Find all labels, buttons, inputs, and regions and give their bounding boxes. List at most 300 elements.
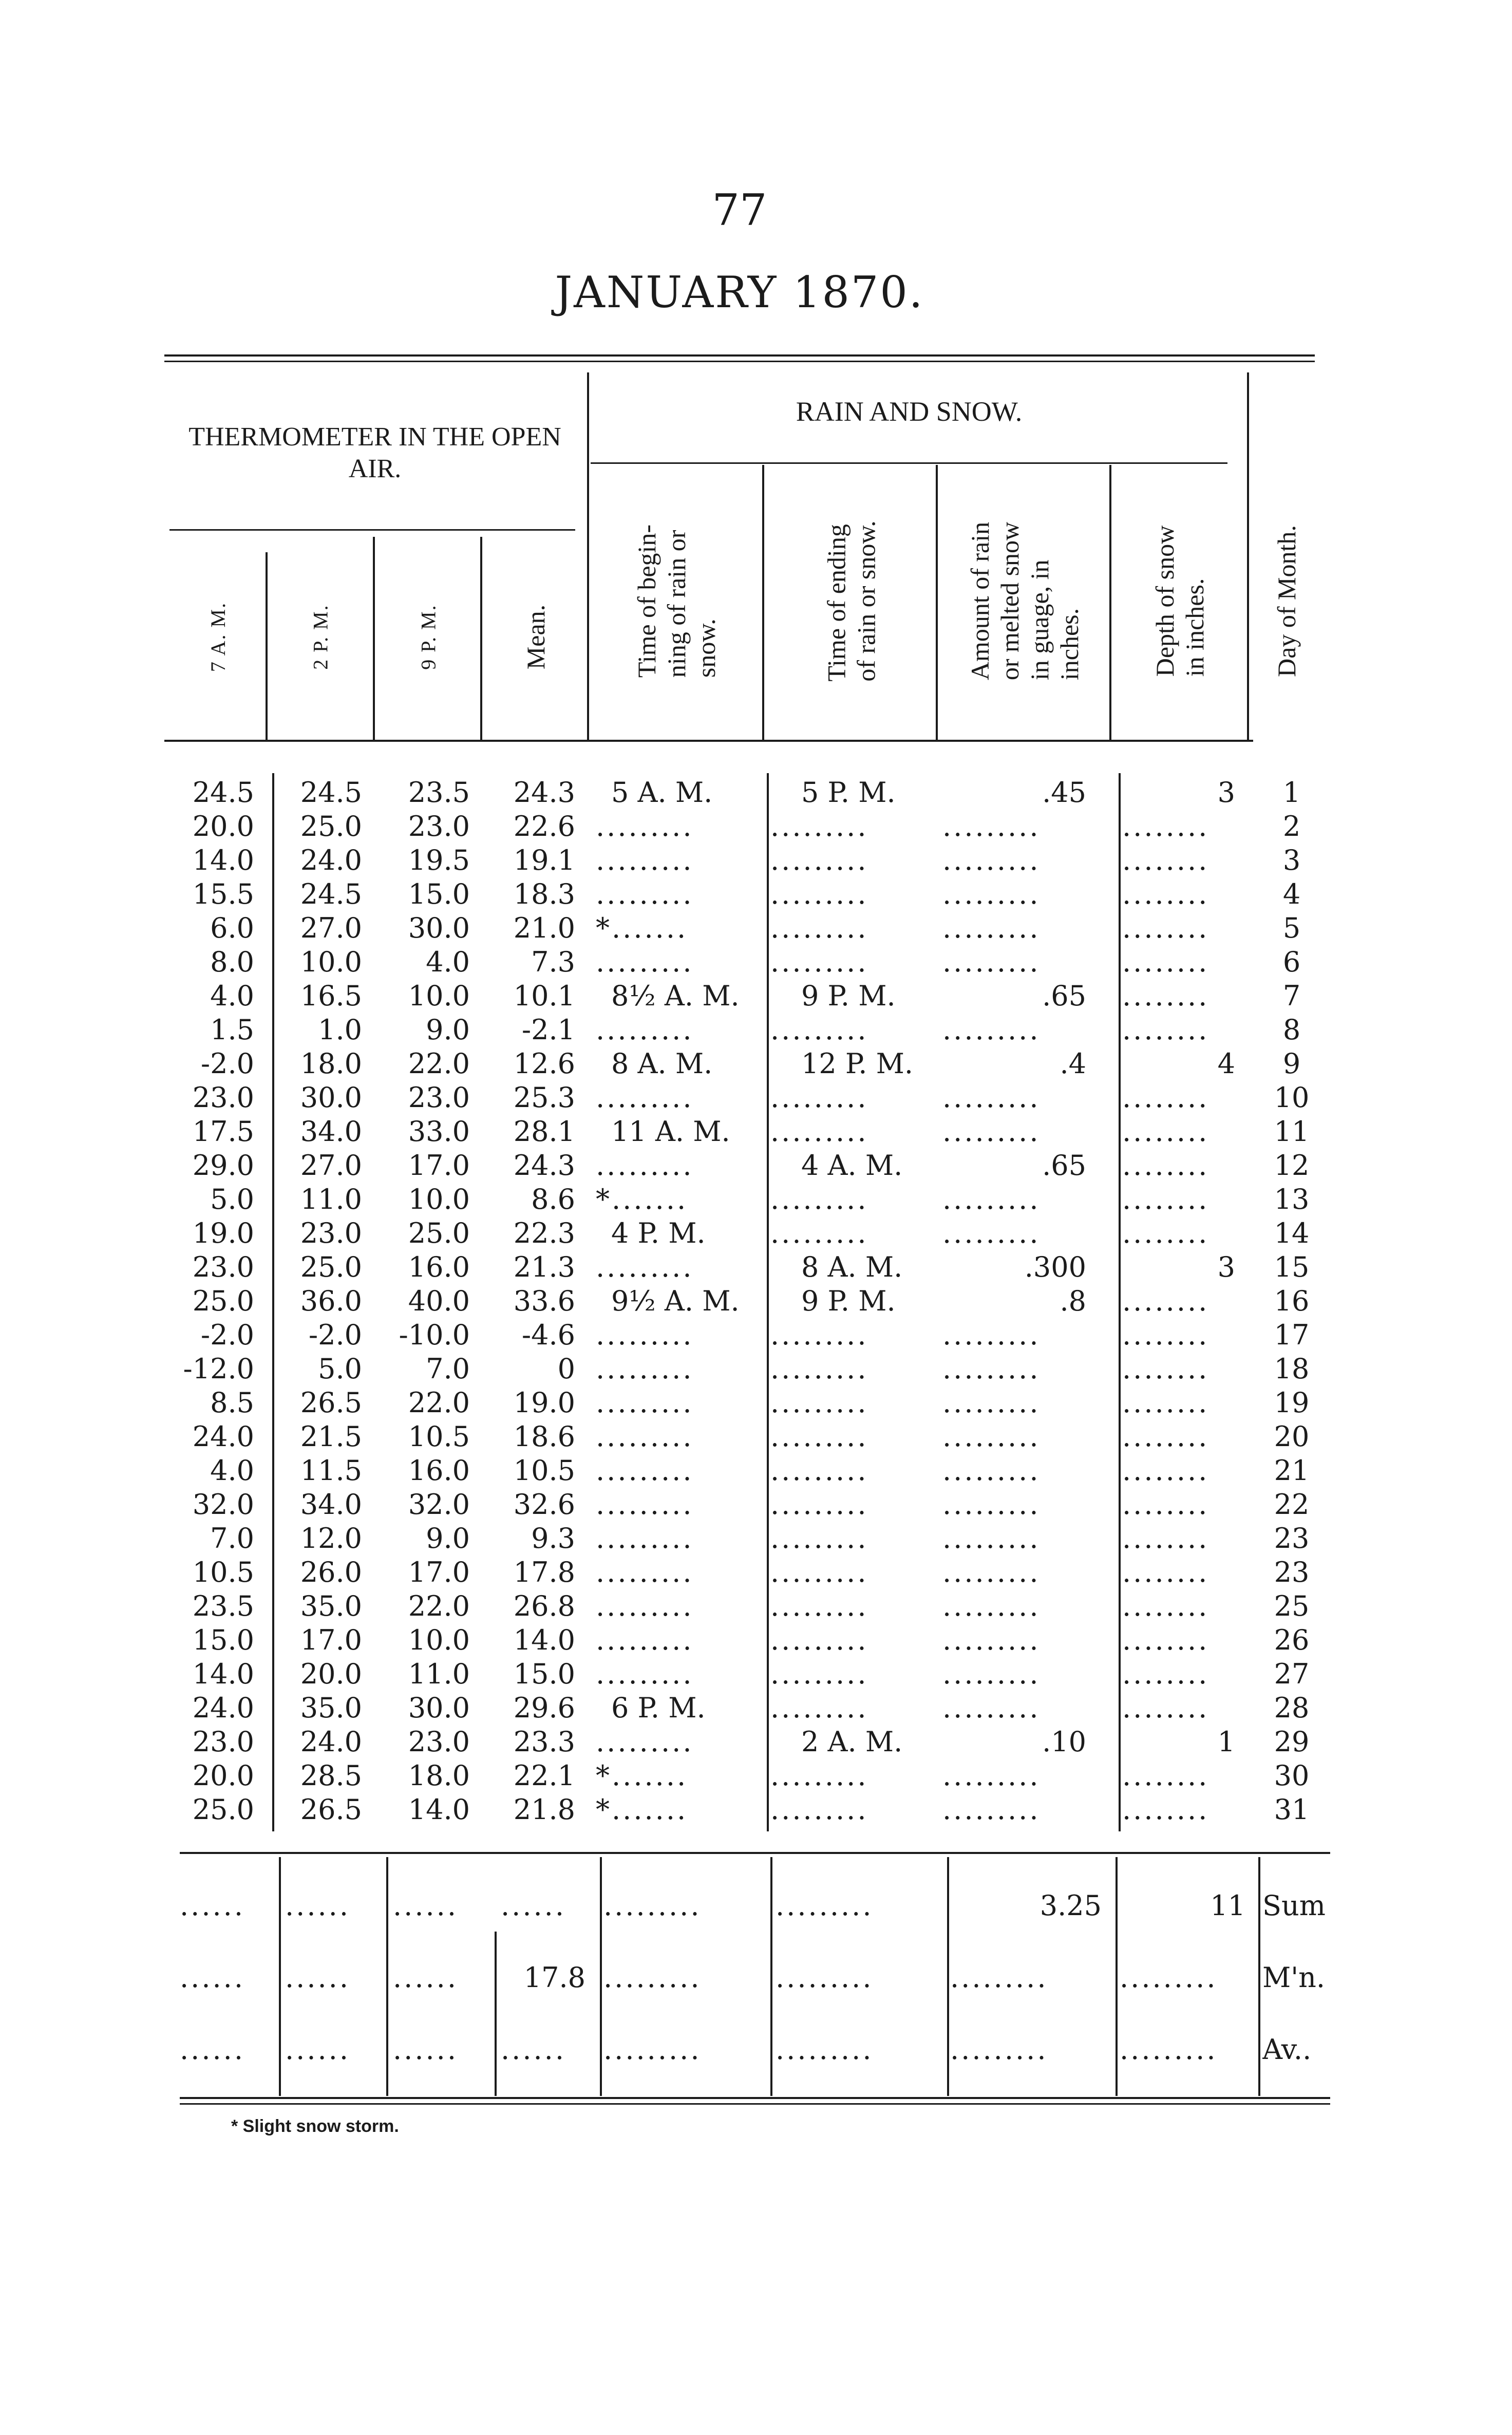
table-row [0, 810, 1512, 844]
cell-mean: 22.1 [513, 1759, 575, 1792]
cell-mean: 19.0 [513, 1387, 575, 1419]
col-begin-header [632, 525, 722, 678]
cell-pm9: 23.5 [408, 776, 470, 809]
rain-group-rule [591, 462, 1227, 464]
cell-depth: ........ [1122, 1319, 1209, 1351]
table-row [0, 877, 1512, 911]
cell-mean: 9.3 [531, 1522, 575, 1554]
cell-pm9: 14.0 [408, 1793, 470, 1826]
col-end-header [821, 520, 881, 681]
summary-top-rule [180, 1852, 1330, 1854]
table-row [0, 1759, 1512, 1793]
cell-am7: 4.0 [210, 980, 254, 1012]
cell-pm2: 20.0 [300, 1658, 362, 1690]
table-row [0, 945, 1512, 979]
cell-day: 10 [1274, 1081, 1310, 1114]
cell-am7: 15.5 [192, 878, 254, 910]
cell-mean: 22.3 [513, 1217, 575, 1249]
cell-am7: 29.0 [192, 1149, 254, 1182]
cell-end: ......... [770, 1014, 868, 1046]
table-row [0, 1149, 1512, 1183]
cell-begin: 6 P. M. [611, 1692, 706, 1724]
cell-day: 13 [1274, 1183, 1310, 1215]
cell-begin: ......... [596, 1420, 694, 1453]
cell-depth: 4 [1217, 1047, 1235, 1080]
cell-end: ......... [770, 1556, 868, 1588]
col-7am-header-wrap [169, 539, 267, 735]
summary-cell-am7: ...... [180, 1889, 245, 1922]
cell-am7: 5.0 [210, 1183, 254, 1215]
table-row [0, 1691, 1512, 1725]
table-row [0, 1454, 1512, 1488]
cell-depth: ........ [1122, 1353, 1209, 1385]
cell-end: 2 A. M. [801, 1726, 903, 1758]
cell-depth: ........ [1122, 1624, 1209, 1656]
cell-depth: ........ [1122, 1420, 1209, 1453]
summary-cell-amount: 3.25 [1040, 1889, 1102, 1922]
cell-amount: .45 [1042, 776, 1086, 809]
table-row [0, 1318, 1512, 1352]
cell-pm2: 30.0 [300, 1081, 362, 1114]
table-row [0, 1115, 1512, 1149]
cell-begin: ......... [596, 1251, 694, 1283]
cell-mean: -2.1 [521, 1014, 575, 1046]
summary-cell-label: M'n. [1262, 1961, 1326, 1994]
cell-end: ......... [770, 878, 868, 910]
cell-pm2: 24.0 [300, 844, 362, 876]
cell-day: 21 [1274, 1454, 1310, 1487]
cell-day: 8 [1282, 1014, 1301, 1046]
cell-day: 25 [1274, 1590, 1310, 1622]
cell-pm9: 17.0 [408, 1556, 470, 1588]
cell-pm9: 30.0 [408, 912, 470, 944]
cell-pm9: 17.0 [408, 1149, 470, 1182]
cell-day: 15 [1274, 1251, 1310, 1283]
header-line: or melted snow [995, 521, 1025, 681]
summary-cell-pm9: ...... [393, 1889, 458, 1922]
cell-mean: 12.6 [513, 1047, 575, 1080]
cell-begin: *....... [596, 1759, 688, 1792]
cell-amount: ......... [942, 912, 1041, 944]
cell-depth: 3 [1217, 776, 1235, 809]
cell-day: 16 [1274, 1285, 1310, 1317]
cell-begin: ......... [596, 1658, 694, 1690]
cell-pm2: 24.5 [300, 776, 362, 809]
cell-end: ......... [770, 1420, 868, 1453]
table-row [0, 979, 1512, 1013]
cell-amount: ......... [942, 1454, 1041, 1487]
cell-end: ......... [770, 1488, 868, 1521]
cell-pm9: 10.0 [408, 980, 470, 1012]
cell-end: ......... [770, 946, 868, 978]
cell-begin: 5 A. M. [611, 776, 713, 809]
cell-amount: ......... [942, 1590, 1041, 1622]
cell-mean: 0 [557, 1353, 575, 1385]
cell-am7: 19.0 [192, 1217, 254, 1249]
cell-depth: ........ [1122, 1658, 1209, 1690]
cell-amount: ......... [942, 1556, 1041, 1588]
header-line: Time of ending [822, 524, 851, 682]
cell-day: 27 [1274, 1658, 1310, 1690]
summary-cell-am7: ...... [180, 2033, 245, 2066]
cell-am7: 7.0 [210, 1522, 254, 1554]
cell-pm9: 9.0 [426, 1522, 470, 1554]
summary-cell-begin: ......... [603, 2033, 702, 2066]
cell-end: 8 A. M. [801, 1251, 903, 1283]
cell-end: 9 P. M. [801, 1285, 896, 1317]
table-row [0, 1657, 1512, 1691]
cell-amount: ......... [942, 1692, 1041, 1724]
cell-day: 6 [1282, 946, 1301, 978]
cell-mean: 21.8 [513, 1793, 575, 1826]
cell-begin: ......... [596, 1522, 694, 1554]
cell-begin: ......... [596, 1149, 694, 1182]
summary-row [0, 1885, 1512, 1926]
cell-end: ......... [770, 1217, 868, 1249]
cell-mean: 17.8 [513, 1556, 575, 1588]
cell-mean: 24.3 [513, 1149, 575, 1182]
cell-pm2: 5.0 [318, 1353, 362, 1385]
cell-am7: 20.0 [192, 1759, 254, 1792]
thermometer-group-rule [169, 529, 575, 531]
cell-end: ......... [770, 1692, 868, 1724]
header-line: inches. [1055, 608, 1084, 681]
table-row [0, 1352, 1512, 1386]
cell-depth: ........ [1122, 1793, 1209, 1826]
cell-day: 23 [1274, 1556, 1310, 1588]
cell-am7: 25.0 [192, 1793, 254, 1826]
cell-end: 12 P. M. [801, 1047, 914, 1080]
summary-cell-am7: ...... [180, 1961, 245, 1994]
cell-amount: ......... [942, 1793, 1041, 1826]
cell-begin: ......... [596, 1726, 694, 1758]
cell-amount: ......... [942, 1115, 1041, 1148]
table-row [0, 1284, 1512, 1318]
cell-end: ......... [770, 1387, 868, 1419]
cell-amount: .4 [1060, 1047, 1086, 1080]
cell-end: ......... [770, 912, 868, 944]
table-row [0, 1047, 1512, 1081]
cell-amount: ......... [942, 1420, 1041, 1453]
cell-pm9: 33.0 [408, 1115, 470, 1148]
cell-begin: *....... [596, 1793, 688, 1826]
table-top-rule [164, 354, 1315, 357]
cell-am7: 8.5 [210, 1387, 254, 1419]
cell-begin: 9½ A. M. [611, 1285, 740, 1317]
cell-end: ......... [770, 1454, 868, 1487]
cell-end: ......... [770, 1590, 868, 1622]
cell-am7: -2.0 [200, 1047, 254, 1080]
col-mean-header-wrap [484, 539, 587, 735]
cell-am7: 23.0 [192, 1251, 254, 1283]
cell-begin: ......... [596, 1454, 694, 1487]
cell-depth: ........ [1122, 1081, 1209, 1114]
cell-begin: ......... [596, 1556, 694, 1588]
table-row [0, 1589, 1512, 1623]
cell-day: 30 [1274, 1759, 1310, 1792]
cell-am7: 8.0 [210, 946, 254, 978]
cell-depth: ........ [1122, 1387, 1209, 1419]
cell-mean: 21.0 [513, 912, 575, 944]
summary-row [0, 2029, 1512, 2070]
summary-cell-depth: ......... [1120, 1961, 1218, 1994]
cell-pm9: 10.5 [408, 1420, 470, 1453]
cell-mean: 8.6 [531, 1183, 575, 1215]
col-depth-header [1150, 526, 1210, 677]
cell-depth: 1 [1217, 1726, 1235, 1758]
header-line: Amount of rain [966, 521, 995, 681]
cell-mean: 10.1 [513, 980, 575, 1012]
cell-depth: ........ [1122, 1488, 1209, 1521]
cell-begin: ......... [596, 1319, 694, 1351]
cell-day: 9 [1282, 1047, 1301, 1080]
header-vline-3 [480, 537, 482, 740]
cell-mean: 33.6 [513, 1285, 575, 1317]
cell-depth: ........ [1122, 1454, 1209, 1487]
summary-cell-end: ......... [776, 2033, 874, 2066]
table-row [0, 1250, 1512, 1284]
cell-am7: -12.0 [183, 1353, 254, 1385]
cell-depth: ........ [1122, 878, 1209, 910]
cell-pm9: 18.0 [408, 1759, 470, 1792]
cell-pm9: 4.0 [426, 946, 470, 978]
cell-begin: *....... [596, 912, 688, 944]
cell-mean: 18.6 [513, 1420, 575, 1453]
cell-amount: ......... [942, 1183, 1041, 1215]
table-row [0, 1556, 1512, 1589]
cell-pm2: -2.0 [308, 1319, 362, 1351]
cell-end: ......... [770, 1624, 868, 1656]
cell-depth: ........ [1122, 1217, 1209, 1249]
cell-pm2: 21.5 [300, 1420, 362, 1453]
cell-mean: 22.6 [513, 810, 575, 842]
cell-pm9: 23.0 [408, 810, 470, 842]
cell-amount: .300 [1024, 1251, 1086, 1283]
cell-am7: 24.0 [192, 1692, 254, 1724]
cell-begin: ......... [596, 878, 694, 910]
cell-pm9: 11.0 [408, 1658, 470, 1690]
table-row [0, 1522, 1512, 1556]
cell-mean: 29.6 [513, 1692, 575, 1724]
col-end-header-wrap [765, 467, 937, 735]
cell-pm9: -10.0 [399, 1319, 470, 1351]
cell-amount: ......... [942, 1624, 1041, 1656]
cell-mean: 28.1 [513, 1115, 575, 1148]
cell-end: 4 A. M. [801, 1149, 903, 1182]
cell-am7: 4.0 [210, 1454, 254, 1487]
cell-am7: 23.5 [192, 1590, 254, 1622]
cell-pm9: 10.0 [408, 1624, 470, 1656]
table-top-rule-inner [164, 361, 1315, 362]
table-row [0, 844, 1512, 877]
cell-pm9: 16.0 [408, 1454, 470, 1487]
cell-amount: .65 [1042, 980, 1086, 1012]
cell-am7: 23.0 [192, 1726, 254, 1758]
col-begin-header-wrap [591, 467, 763, 735]
cell-day: 17 [1274, 1319, 1310, 1351]
header-vline-4 [587, 372, 589, 740]
table-row [0, 1013, 1512, 1047]
cell-mean: -4.6 [521, 1319, 575, 1351]
summary-cell-pm9: ...... [393, 2033, 458, 2066]
cell-day: 3 [1282, 844, 1301, 876]
cell-mean: 18.3 [513, 878, 575, 910]
summary-cell-pm9: ...... [393, 1961, 458, 1994]
cell-amount: ......... [942, 878, 1041, 910]
table-row [0, 1725, 1512, 1759]
summary-cell-end: ......... [776, 1889, 874, 1922]
cell-pm2: 1.0 [318, 1014, 362, 1046]
cell-day: 19 [1274, 1387, 1310, 1419]
cell-am7: 1.5 [210, 1014, 254, 1046]
cell-amount: ......... [942, 946, 1041, 978]
table-row [0, 1081, 1512, 1115]
cell-end: ......... [770, 1115, 868, 1148]
cell-day: 20 [1274, 1420, 1310, 1453]
cell-begin: 8½ A. M. [611, 980, 740, 1012]
cell-am7: 6.0 [210, 912, 254, 944]
cell-pm2: 27.0 [300, 912, 362, 944]
cell-depth: ........ [1122, 1556, 1209, 1588]
cell-am7: 24.0 [192, 1420, 254, 1453]
cell-pm2: 34.0 [300, 1488, 362, 1521]
cell-begin: ......... [596, 844, 694, 876]
cell-am7: 25.0 [192, 1285, 254, 1317]
cell-depth: ........ [1122, 1183, 1209, 1215]
cell-begin: ......... [596, 946, 694, 978]
summary-cell-depth: 11 [1210, 1889, 1245, 1922]
cell-mean: 14.0 [513, 1624, 575, 1656]
cell-begin: 11 A. M. [611, 1115, 730, 1148]
table-row [0, 1488, 1512, 1522]
cell-pm2: 35.0 [300, 1692, 362, 1724]
cell-day: 22 [1274, 1488, 1310, 1521]
cell-depth: ........ [1122, 1115, 1209, 1148]
cell-amount: ......... [942, 1488, 1041, 1521]
cell-depth: ........ [1122, 844, 1209, 876]
cell-day: 5 [1282, 912, 1301, 944]
cell-day: 26 [1274, 1624, 1310, 1656]
col-amount-header-wrap [939, 467, 1111, 735]
summary-cell-amount: ......... [950, 1961, 1048, 1994]
summary-cell-amount: ......... [950, 2033, 1048, 2066]
table-bottom-rule [180, 2097, 1330, 2099]
cell-depth: ........ [1122, 912, 1209, 944]
cell-pm2: 26.5 [300, 1793, 362, 1826]
col-day-header-wrap [1251, 467, 1322, 735]
table-row [0, 1183, 1512, 1216]
cell-day: 12 [1274, 1149, 1310, 1182]
col-9pm-header-wrap [377, 539, 480, 735]
cell-am7: 17.5 [192, 1115, 254, 1148]
cell-pm9: 32.0 [408, 1488, 470, 1521]
cell-mean: 7.3 [531, 946, 575, 978]
col-7am-header: 7 A. M. [206, 602, 230, 672]
cell-day: 18 [1274, 1353, 1310, 1385]
cell-mean: 26.8 [513, 1590, 575, 1622]
page-title: JANUARY 1870. [555, 267, 924, 317]
cell-amount: .8 [1060, 1285, 1086, 1317]
table-row [0, 776, 1512, 810]
header-vline-2 [373, 537, 375, 740]
summary-cell-begin: ......... [603, 1889, 702, 1922]
cell-begin: 4 P. M. [611, 1217, 706, 1249]
cell-depth: ........ [1122, 810, 1209, 842]
cell-am7: 20.0 [192, 810, 254, 842]
summary-row [0, 1957, 1512, 1998]
summary-cell-begin: ......... [603, 1961, 702, 1994]
summary-cell-label: Sum [1262, 1889, 1326, 1922]
cell-pm2: 27.0 [300, 1149, 362, 1182]
table-row [0, 911, 1512, 945]
cell-pm2: 24.5 [300, 878, 362, 910]
cell-depth: ........ [1122, 1285, 1209, 1317]
header-line: snow. [692, 619, 721, 678]
header-line: ning of rain or [662, 530, 691, 678]
cell-begin: ......... [596, 1624, 694, 1656]
cell-pm9: 22.0 [408, 1387, 470, 1419]
cell-depth: ........ [1122, 946, 1209, 978]
cell-amount: .65 [1042, 1149, 1086, 1182]
cell-depth: ........ [1122, 1014, 1209, 1046]
col-day-header: Day of Month. [1272, 525, 1301, 677]
cell-begin: ......... [596, 810, 694, 842]
cell-pm2: 25.0 [300, 1251, 362, 1283]
cell-day: 31 [1274, 1793, 1310, 1826]
cell-pm2: 16.5 [300, 980, 362, 1012]
cell-day: 4 [1282, 878, 1301, 910]
cell-am7: 15.0 [192, 1624, 254, 1656]
cell-pm9: 23.0 [408, 1081, 470, 1114]
table-row [0, 1420, 1512, 1454]
cell-begin: *....... [596, 1183, 688, 1215]
cell-am7: 14.0 [192, 1658, 254, 1690]
cell-pm9: 7.0 [426, 1353, 470, 1385]
cell-end: ......... [770, 810, 868, 842]
header-line: in inches. [1180, 578, 1209, 677]
cell-end: ......... [770, 844, 868, 876]
cell-end: ......... [770, 1793, 868, 1826]
cell-am7: 32.0 [192, 1488, 254, 1521]
cell-end: 9 P. M. [801, 980, 896, 1012]
cell-day: 11 [1274, 1115, 1310, 1148]
table-row [0, 1793, 1512, 1827]
cell-end: ......... [770, 1319, 868, 1351]
table-bottom-rule-inner [180, 2103, 1330, 2105]
table-row [0, 1386, 1512, 1420]
cell-pm2: 10.0 [300, 946, 362, 978]
col-9pm-header: 9 P. M. [417, 604, 440, 670]
cell-mean: 24.3 [513, 776, 575, 809]
cell-pm9: 22.0 [408, 1047, 470, 1080]
cell-am7: 23.0 [192, 1081, 254, 1114]
cell-end: ......... [770, 1658, 868, 1690]
cell-end: ......... [770, 1183, 868, 1215]
cell-end: ......... [770, 1353, 868, 1385]
cell-end: ......... [770, 1759, 868, 1792]
rain-group-header: RAIN AND SNOW. [796, 396, 1023, 427]
cell-pm2: 17.0 [300, 1624, 362, 1656]
cell-mean: 25.3 [513, 1081, 575, 1114]
cell-amount: ......... [942, 1522, 1041, 1554]
cell-day: 28 [1274, 1692, 1310, 1724]
cell-begin: ......... [596, 1590, 694, 1622]
cell-pm2: 25.0 [300, 810, 362, 842]
cell-amount: ......... [942, 810, 1041, 842]
cell-mean: 19.1 [513, 844, 575, 876]
summary-cell-label: Av.. [1262, 2033, 1312, 2066]
header-bottom-rule [164, 740, 1253, 742]
